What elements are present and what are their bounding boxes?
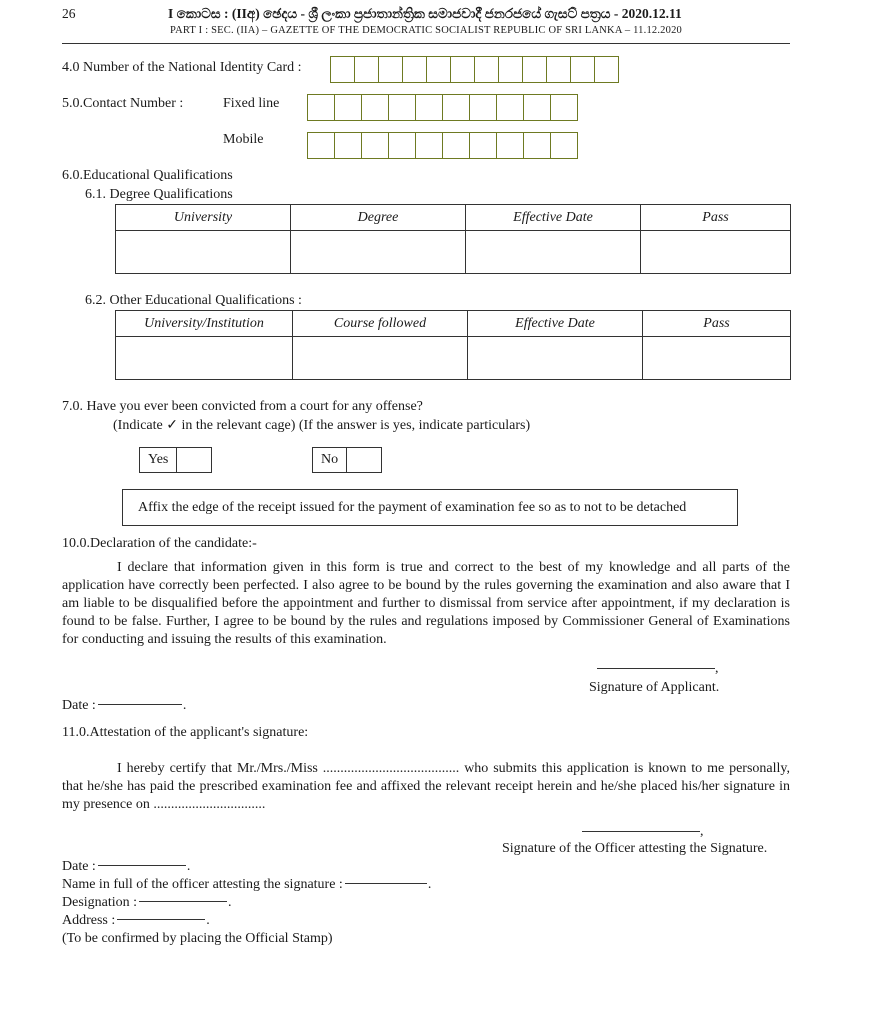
attestation-text: I hereby certify that Mr./Mrs./Miss ....................................... who submits this application is known to me personally, that he/she has paid the prescribed examination fee and affixed the relevant receipt herein and he/she placed his/her signature in my presence on ................................ bbox=[62, 761, 790, 812]
nic-digit-box[interactable] bbox=[378, 56, 403, 83]
nic-digit-box[interactable] bbox=[546, 56, 571, 83]
designation-line[interactable] bbox=[139, 901, 227, 902]
mobile-digit-box[interactable] bbox=[496, 132, 524, 159]
page-number: 26 bbox=[62, 6, 76, 21]
nic-digit-box[interactable] bbox=[594, 56, 619, 83]
nic-boxes[interactable] bbox=[330, 56, 618, 83]
fixed-line-digit-box[interactable] bbox=[469, 94, 497, 121]
other-qualifications-heading: 6.2. Other Educational Qualifications : bbox=[85, 293, 302, 308]
officer-address: Address : . bbox=[62, 913, 210, 928]
degree-cell-effective-date[interactable] bbox=[466, 231, 641, 274]
attestation-heading: 11.0.Attestation of the applicant's signature: bbox=[62, 725, 309, 740]
fixed-line-digit-box[interactable] bbox=[361, 94, 389, 121]
mobile-boxes[interactable] bbox=[307, 132, 577, 159]
fixed-line-label: Fixed line bbox=[223, 96, 280, 111]
mobile-digit-box[interactable] bbox=[388, 132, 416, 159]
education-heading: 6.0.Educational Qualifications bbox=[62, 168, 233, 183]
declaration-text: I declare that information given in this form is true and correct to the best of my knowledge and all parts of the application have correctly been perfected. I also agree to be bound by the rules governing the examination and also aware that I am liable to be disqualified before the appointment and further to dismissal from service after appointment, if my declaration is found to be false. Further, I agree to be bound by the rules and regulations imposed by Commissioner General of Examinations for conducting and issuing the results of this examination. bbox=[62, 560, 790, 647]
other-qualifications-table bbox=[115, 310, 791, 380]
other-cell-course[interactable] bbox=[293, 337, 468, 380]
fixed-line-digit-box[interactable] bbox=[523, 94, 551, 121]
other-cell-pass[interactable] bbox=[643, 337, 791, 380]
officer-signature-line[interactable] bbox=[582, 831, 700, 832]
nic-label: 4.0 Number of the National Identity Card : bbox=[62, 60, 302, 75]
degree-col-university: University bbox=[116, 205, 291, 231]
mobile-digit-box[interactable] bbox=[415, 132, 443, 159]
other-col-effective-date: Effective Date bbox=[468, 311, 643, 337]
no-label: No bbox=[313, 448, 347, 472]
mobile-label: Mobile bbox=[223, 132, 264, 147]
mobile-digit-box[interactable] bbox=[550, 132, 578, 159]
degree-col-degree: Degree bbox=[291, 205, 466, 231]
applicant-signature-line[interactable] bbox=[597, 668, 715, 669]
fixed-line-digit-box[interactable] bbox=[334, 94, 362, 121]
applicant-signature-label: Signature of Applicant. bbox=[589, 680, 720, 695]
nic-digit-box[interactable] bbox=[474, 56, 499, 83]
mobile-digit-box[interactable] bbox=[361, 132, 389, 159]
attestation-date: Date : . bbox=[62, 859, 191, 874]
other-col-institution: University/Institution bbox=[116, 311, 293, 337]
fixed-line-digit-box[interactable] bbox=[307, 94, 335, 121]
officer-signature-comma: , bbox=[700, 824, 704, 839]
declaration-date: Date : . bbox=[62, 698, 187, 713]
nic-digit-box[interactable] bbox=[330, 56, 355, 83]
mobile-digit-box[interactable] bbox=[523, 132, 551, 159]
fixed-line-digit-box[interactable] bbox=[442, 94, 470, 121]
no-option bbox=[312, 447, 382, 473]
conviction-question: 7.0. Have you ever been convicted from a court for any offense? bbox=[62, 399, 423, 414]
mobile-digit-box[interactable] bbox=[307, 132, 335, 159]
mobile-digit-box[interactable] bbox=[334, 132, 362, 159]
mobile-digit-box[interactable] bbox=[469, 132, 497, 159]
header-divider bbox=[62, 43, 790, 44]
other-cell-effective-date[interactable] bbox=[468, 337, 643, 380]
officer-signature-label: Signature of the Officer attesting the Signature. bbox=[502, 841, 768, 856]
yes-option bbox=[139, 447, 212, 473]
fixed-line-digit-box[interactable] bbox=[415, 94, 443, 121]
yes-checkbox[interactable] bbox=[177, 448, 211, 472]
other-col-course: Course followed bbox=[293, 311, 468, 337]
declaration-heading: 10.0.Declaration of the candidate:- bbox=[62, 536, 257, 551]
degree-col-effective-date: Effective Date bbox=[466, 205, 641, 231]
other-cell-institution[interactable] bbox=[116, 337, 293, 380]
address-line[interactable] bbox=[117, 919, 205, 920]
nic-digit-box[interactable] bbox=[402, 56, 427, 83]
officer-name: Name in full of the officer attesting the signature : . bbox=[62, 877, 432, 892]
fixed-line-boxes[interactable] bbox=[307, 94, 577, 121]
nic-digit-box[interactable] bbox=[522, 56, 547, 83]
degree-col-pass: Pass bbox=[641, 205, 791, 231]
yes-label: Yes bbox=[140, 448, 177, 472]
degree-cell-degree[interactable] bbox=[291, 231, 466, 274]
officer-name-label: Name in full of the officer attesting the signature : bbox=[62, 877, 343, 892]
nic-digit-box[interactable] bbox=[426, 56, 451, 83]
nic-digit-box[interactable] bbox=[450, 56, 475, 83]
conviction-instruction: (Indicate ✓ in the relevant cage) (If the answer is yes, indicate particulars) bbox=[113, 418, 531, 433]
receipt-affix-box: Affix the edge of the receipt issued for the payment of examination fee so as to not to be detached bbox=[122, 489, 738, 526]
mobile-digit-box[interactable] bbox=[442, 132, 470, 159]
fixed-line-digit-box[interactable] bbox=[550, 94, 578, 121]
other-col-pass: Pass bbox=[643, 311, 791, 337]
declaration-date-line[interactable] bbox=[98, 704, 182, 705]
contact-label: 5.0.Contact Number : bbox=[62, 96, 184, 111]
officer-name-line[interactable] bbox=[345, 883, 427, 884]
designation-label: Designation : bbox=[62, 895, 138, 910]
stamp-note: (To be confirmed by placing the Official Stamp) bbox=[62, 931, 333, 946]
applicant-signature-comma: , bbox=[715, 661, 719, 676]
degree-heading: 6.1. Degree Qualifications bbox=[85, 187, 233, 202]
gazette-header-sinhala: I කොටස : (IIඅ) ඡෙදය - ශ්‍රී ලංකා ප්‍රජාතාන්ත්‍රික සමාජවාදී ජනරජයේ ගැසට් පත්‍රය - 2020.12.11 bbox=[168, 6, 682, 21]
degree-cell-university[interactable] bbox=[116, 231, 291, 274]
fixed-line-digit-box[interactable] bbox=[388, 94, 416, 121]
officer-designation: Designation : . bbox=[62, 895, 232, 910]
nic-digit-box[interactable] bbox=[498, 56, 523, 83]
gazette-header-english: PART I : SEC. (IIA) – GAZETTE OF THE DEMOCRATIC SOCIALIST REPUBLIC OF SRI LANKA – 11.12.2020 bbox=[170, 25, 682, 36]
nic-digit-box[interactable] bbox=[570, 56, 595, 83]
declaration-date-label: Date : bbox=[62, 698, 96, 713]
address-label: Address : bbox=[62, 913, 116, 928]
degree-table bbox=[115, 204, 791, 274]
attestation-date-line[interactable] bbox=[98, 865, 186, 866]
fixed-line-digit-box[interactable] bbox=[496, 94, 524, 121]
no-checkbox[interactable] bbox=[347, 448, 381, 472]
attestation-date-label: Date : bbox=[62, 859, 96, 874]
degree-cell-pass[interactable] bbox=[641, 231, 791, 274]
nic-digit-box[interactable] bbox=[354, 56, 379, 83]
